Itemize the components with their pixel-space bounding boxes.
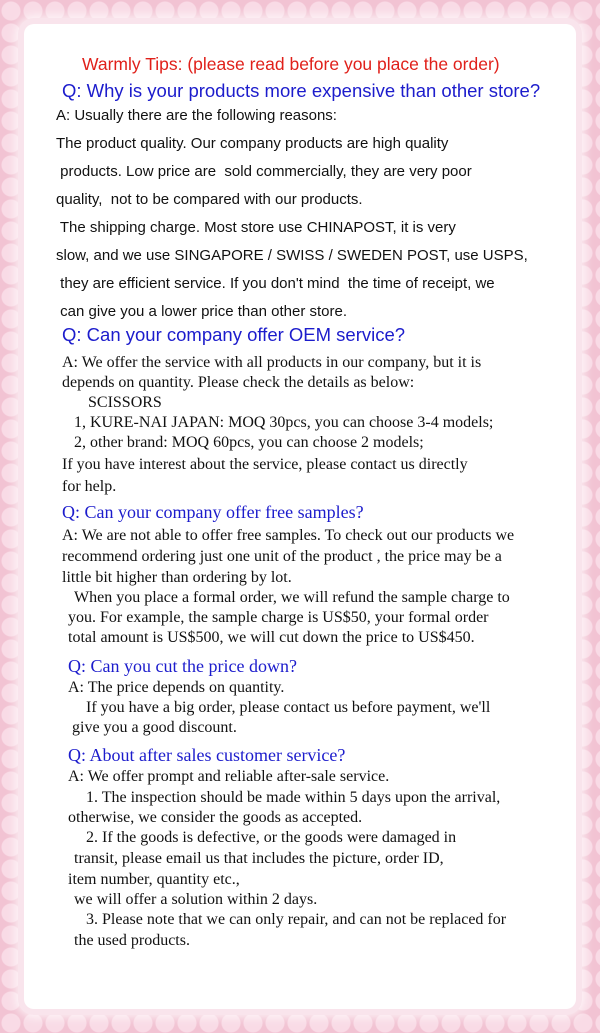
answer-5-line: 1. The inspection should be made within 5 days upon the arrival, bbox=[86, 789, 501, 806]
answer-1-line: slow, and we use SINGAPORE / SWISS / SWEDEN POST, use USPS, bbox=[56, 247, 528, 264]
answer-3-line: total amount is US$500, we will cut down the price to US$450. bbox=[68, 629, 475, 646]
answer-3-line: you. For example, the sample charge is US$50, your formal order bbox=[68, 609, 489, 626]
question-4: Q: Can you cut the price down? bbox=[68, 656, 297, 676]
question-2: Q: Can your company offer OEM service? bbox=[62, 324, 406, 345]
answer-4-line: A: The price depends on quantity. bbox=[68, 679, 285, 696]
answer-5-line: transit, please email us that includes the picture, order ID, bbox=[74, 850, 444, 867]
answer-1-line: The shipping charge. Most store use CHINAPOST, it is very bbox=[56, 219, 456, 236]
answer-5-line: item number, quantity etc., bbox=[68, 871, 240, 888]
answer-1-line: A: Usually there are the following reasons: bbox=[56, 107, 337, 124]
answer-1-line: The product quality. Our company products are high quality bbox=[56, 135, 449, 152]
question-3: Q: Can your company offer free samples? bbox=[62, 502, 364, 522]
question-5: Q: About after sales customer service? bbox=[68, 745, 346, 765]
answer-4-line: If you have a big order, please contact us before payment, we'll bbox=[86, 699, 491, 716]
answer-2-line: depends on quantity. Please check the details as below: bbox=[62, 374, 415, 391]
answer-2-line: SCISSORS bbox=[88, 394, 162, 411]
answer-5-line: 2. If the goods is defective, or the goods were damaged in bbox=[86, 829, 457, 846]
answer-3-line: recommend ordering just one unit of the product , the price may be a bbox=[62, 548, 502, 565]
answer-5-line: the used products. bbox=[74, 932, 190, 949]
answer-3-line: little bit higher than ordering by lot. bbox=[62, 569, 292, 586]
tips-title: Warmly Tips: (please read before you place the order) bbox=[82, 54, 500, 74]
answer-2-line: for help. bbox=[62, 478, 117, 495]
answer-2-line: 1, KURE-NAI JAPAN: MOQ 30pcs, you can choose 3-4 models; bbox=[74, 414, 494, 431]
answer-3-line: A: We are not able to offer free samples. To check out our products we bbox=[62, 527, 515, 544]
answer-1-line: quality, not to be compared with our products. bbox=[56, 191, 363, 208]
answer-5-line: 3. Please note that we can only repair, and can not be replaced for bbox=[86, 911, 507, 928]
answer-2-line: If you have interest about the service, please contact us directly bbox=[62, 456, 468, 473]
answer-1-line: can give you a lower price than other store. bbox=[56, 303, 347, 320]
answer-5-line: A: We offer prompt and reliable after-sale service. bbox=[68, 768, 390, 785]
answer-1-line: products. Low price are sold commercially, they are very poor bbox=[56, 163, 472, 180]
answer-3-line: When you place a formal order, we will refund the sample charge to bbox=[74, 589, 510, 606]
answer-2-line: A: We offer the service with all products in our company, but it is bbox=[62, 354, 482, 371]
answer-1-line: they are efficient service. If you don't mind the time of receipt, we bbox=[56, 275, 495, 292]
answer-5-line: otherwise, we consider the goods as accepted. bbox=[68, 809, 363, 826]
question-1: Q: Why is your products more expensive than other store? bbox=[62, 80, 541, 101]
answer-5-line: we will offer a solution within 2 days. bbox=[74, 891, 318, 908]
answer-2-line: 2, other brand: MOQ 60pcs, you can choose 2 models; bbox=[74, 434, 424, 451]
answer-4-line: give you a good discount. bbox=[72, 719, 237, 736]
